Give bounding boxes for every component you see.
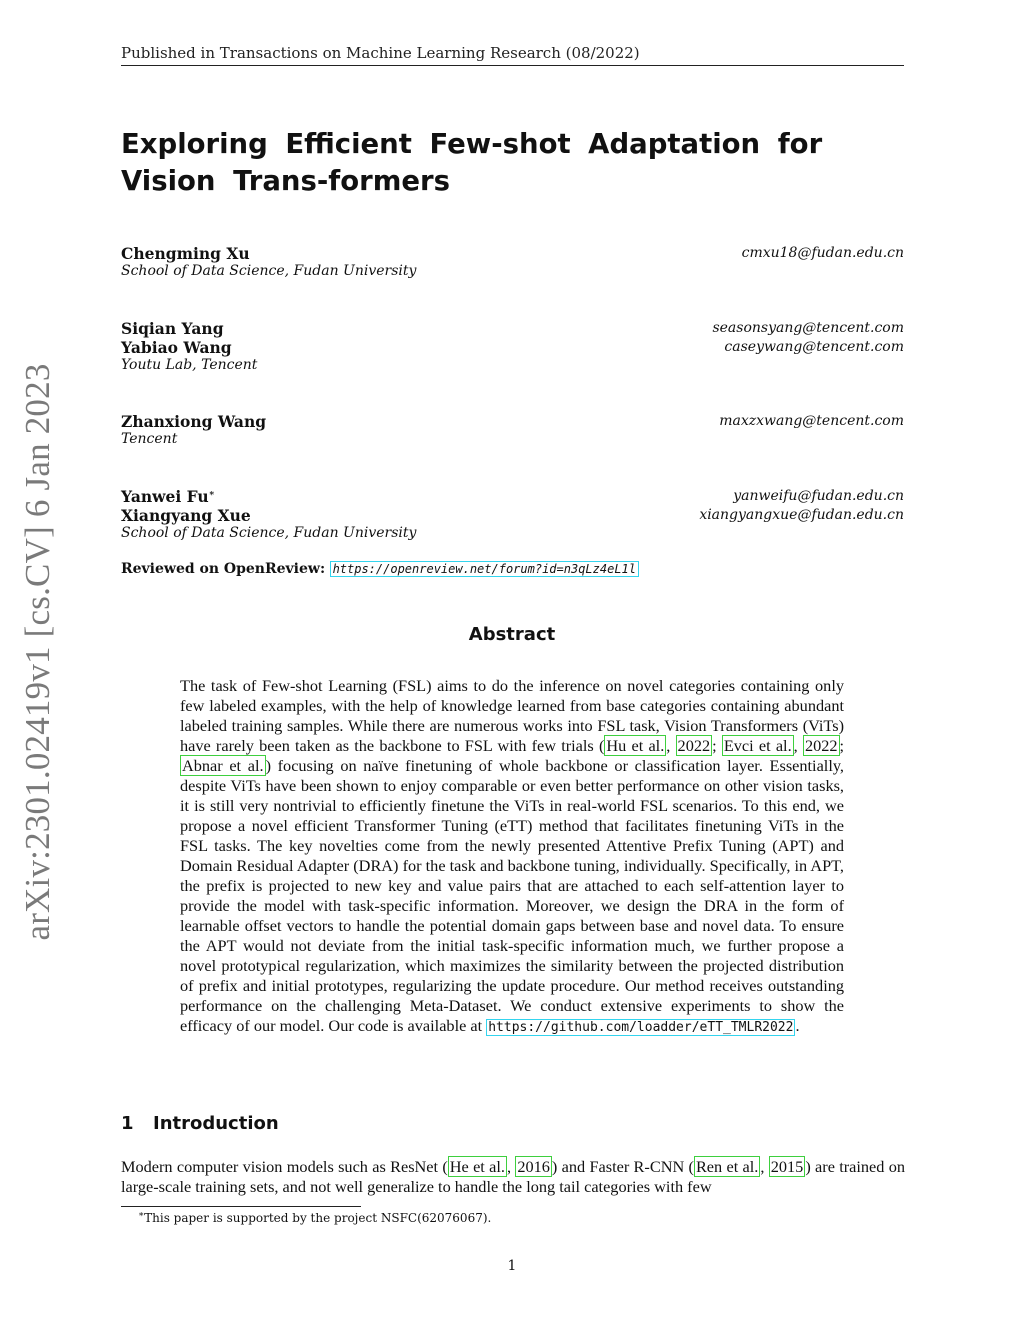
author-email: seasonsyang@tencent.com xyxy=(712,320,904,336)
abstract-heading: Abstract xyxy=(468,624,556,645)
footnote-rule xyxy=(121,1206,361,1207)
author-email: cmxu18@fudan.edu.cn xyxy=(741,245,904,261)
citation-link-abnar[interactable]: Abnar et al. xyxy=(182,756,264,775)
citation-year-link[interactable]: 2015 xyxy=(770,1157,804,1176)
author-group-4 xyxy=(121,487,904,544)
citation-year-link[interactable]: 2022 xyxy=(804,736,838,755)
citation-link-he[interactable]: He et al. xyxy=(449,1157,505,1176)
arxiv-side-identifier: arXiv:2301.02419v1 [cs.CV] 6 Jan 2023 xyxy=(18,363,57,941)
author-name: Yanwei Fu∗ xyxy=(121,487,215,506)
author-affiliation: School of Data Science, Fudan University xyxy=(121,263,417,279)
author-affiliation: Youtu Lab, Tencent xyxy=(121,357,258,373)
section-title: Introduction xyxy=(153,1113,279,1134)
code-repository-link[interactable]: https://github.com/loadder/eTT_TMLR2022 xyxy=(488,1020,794,1035)
citation-year-link[interactable]: 2016 xyxy=(517,1157,550,1176)
section-heading-introduction xyxy=(121,1113,279,1134)
header-rule xyxy=(121,65,904,66)
running-header: Published in Transactions on Machine Learning Research (08/2022) xyxy=(121,44,640,62)
citation-link-hu[interactable]: Hu et al. xyxy=(606,736,665,755)
author-name: Xiangyang Xue xyxy=(121,506,251,525)
author-email: caseywang@tencent.com xyxy=(724,339,904,355)
author-email: maxzxwang@tencent.com xyxy=(719,413,904,429)
author-name: Zhanxiong Wang xyxy=(121,412,267,431)
openreview-link[interactable]: https://openreview.net/forum?id=n3qLz4eL1l xyxy=(330,561,639,577)
author-group-3 xyxy=(121,412,904,450)
page-number: 1 xyxy=(507,1258,517,1274)
openreview-label: Reviewed on OpenReview: xyxy=(121,561,326,577)
introduction-paragraph: Modern computer vision models such as ResNet ( He et al. , 2016 ) and Faster R-CNN ( Ren et al. , 2015 ) are trained on large-scale training sets, and not well generalize to handle the long tail categories with few xyxy=(121,1157,906,1196)
section-number: 1 xyxy=(121,1113,134,1134)
author-group-2 xyxy=(121,319,904,376)
footnote-mark: ∗ xyxy=(138,1210,145,1220)
author-email: xiangyangxue@fudan.edu.cn xyxy=(699,507,904,523)
author-affiliation: Tencent xyxy=(121,431,178,447)
openreview-line xyxy=(121,561,639,577)
citation-link-evci[interactable]: Evci et al. xyxy=(723,736,792,755)
footnote-marker[interactable]: ∗ xyxy=(208,488,215,499)
citation-year-link[interactable]: 2022 xyxy=(677,736,711,755)
author-name: Chengming Xu xyxy=(121,244,250,263)
abstract-body: The task of Few-shot Learning (FSL) aims to do the inference on novel categories containing only few labeled examples, with the help of knowledge learned from base categories containing abundant labeled training samples. While there are numerous works into FSL task, Vision Transformers (ViTs) have rarely been taken as the backbone to FSL with few trials ( Hu et al. , 2022 ; Evci et al. , 2022 ; Abnar et al. ) focusing on naïve finetuning of whole backbone or classification layer. Essentially, despite ViTs have been shown to enjoy comparable or even better performance on other vision tasks, it is still very nontrivial to efficiently finetune the ViTs in real-world FSL scenarios. To this end, we propose a novel efficient Transformer Tuning (eTT) method that facilitates finetuning ViTs in the FSL tasks. The key novelties come from the newly presented Attentive Prefix Tuning (APT) and Domain Residual Adapter (DRA) for the task and backbone tuning, individually. Specifically, in APT, the prefix is projected to new key and value pairs that are attached to each self-attention layer to provide the model with task-specific information. Moreover, we design the DRA in the form of learnable offset vectors to handle the potential domain gaps between base and novel data. To ensure the APT would not deviate from the initial task-specific information much, we further propose a novel prototypical regularization, which maximizes the similarity between the projected distribution of prefix and initial prototypes, regularizing the update procedure. Our method receives outstanding performance on the challenging Meta-Dataset. We conduct extensive experiments to show the efficacy of our model. Our code is available at https://github.com/loadder/eTT_TMLR2022 . xyxy=(180,676,845,1035)
citation-link-ren[interactable]: Ren et al. xyxy=(695,1157,759,1176)
paper-title: Exploring Efficient Few-shot Adaptation for Vision Trans-formers xyxy=(121,128,823,197)
author-name: Yabiao Wang xyxy=(121,338,232,357)
author-email: yanweifu@fudan.edu.cn xyxy=(733,488,904,504)
footnote: ∗This paper is supported by the project NSFC(62076067). xyxy=(138,1210,492,1225)
author-affiliation: School of Data Science, Fudan University xyxy=(121,525,417,541)
author-name: Siqian Yang xyxy=(121,319,224,338)
author-group-1 xyxy=(121,244,904,282)
